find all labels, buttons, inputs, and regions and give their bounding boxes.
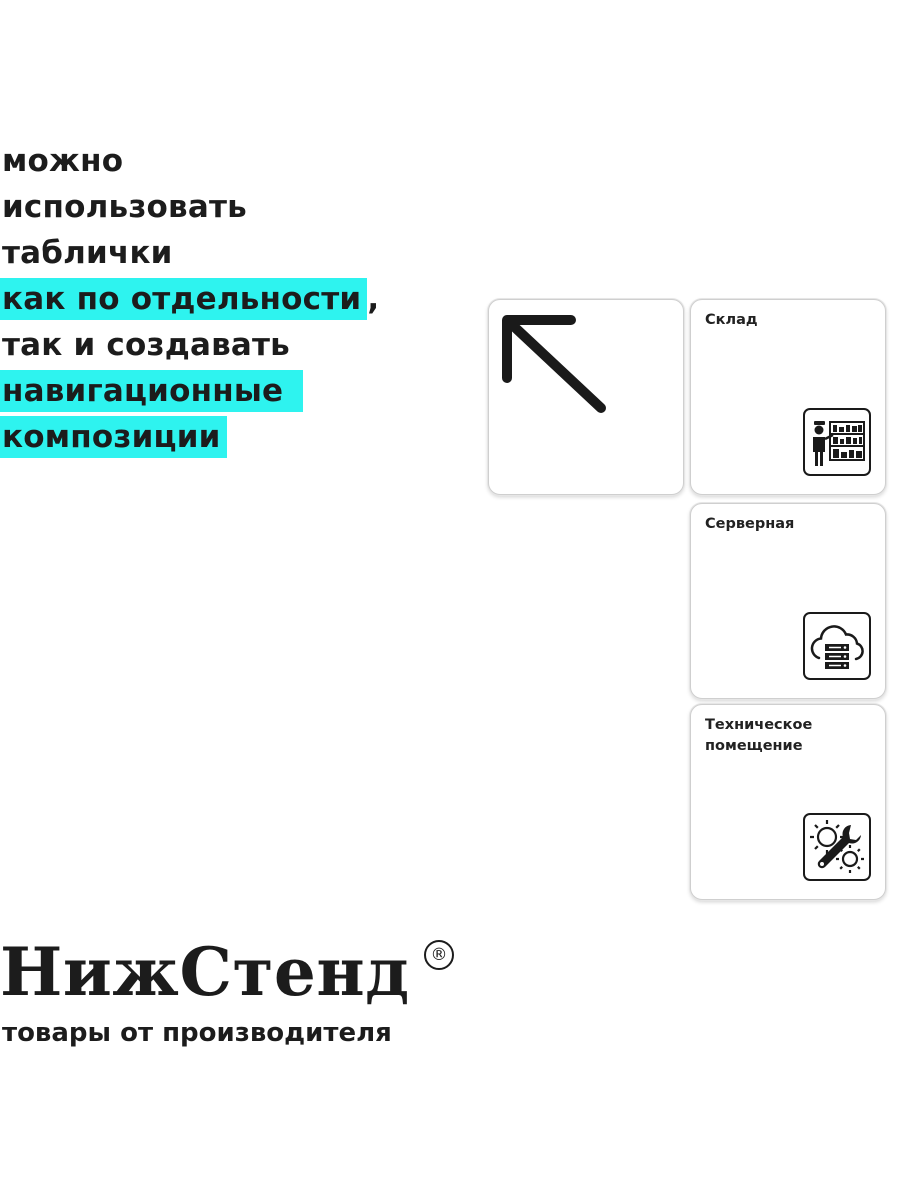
headline-line: использовать [2,189,247,225]
headline-line: так и создавать [2,327,290,363]
sign-label: Склад [705,312,758,328]
headline-line-highlighted: навигационные [0,368,379,414]
arrow-sign [488,299,684,495]
brand-logo: НижСтенд [0,933,410,1011]
headline-line-highlighted: как по отдельности , [0,276,379,322]
headline-line: можно [2,143,124,179]
brand-tagline: товары от производителя [2,1018,392,1048]
warehouse-icon [803,408,871,476]
wrench-gear-icon [803,813,871,881]
registered-mark: ® [424,940,454,970]
headline [0,138,379,460]
server-cloud-icon [803,612,871,680]
arrow-up-left-icon [489,300,685,496]
headline-line-highlighted: композиции [0,414,379,460]
sign-label: Техническое помещение [705,717,813,754]
sign-server-room [690,503,886,699]
headline-line: таблички [2,235,173,271]
sign-technical-room [690,704,886,900]
sign-warehouse [690,299,886,495]
sign-label: Серверная [705,516,795,532]
